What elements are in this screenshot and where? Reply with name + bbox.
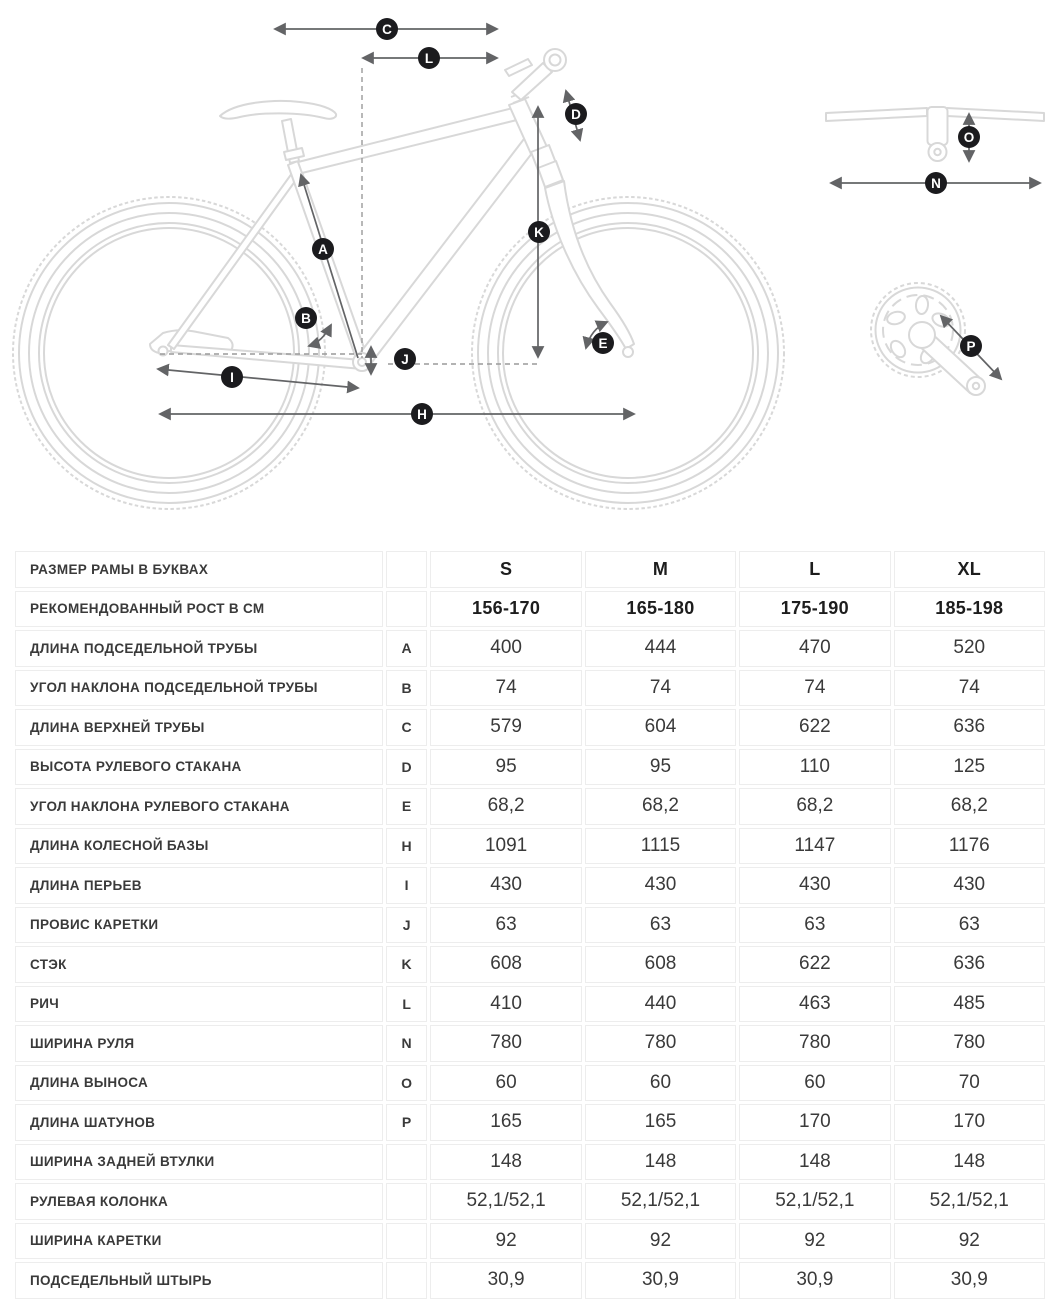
row-value: 636 (894, 946, 1045, 983)
row-value: 780 (585, 1025, 736, 1062)
stem-clamp (928, 107, 948, 145)
row-value: 170 (894, 1104, 1045, 1141)
row-value: 1147 (739, 828, 890, 865)
row-value: 780 (430, 1025, 581, 1062)
geometry-table (12, 548, 1048, 1302)
row-value: M (585, 551, 736, 588)
row-label: ПРОВИС КАРЕТКИ (15, 907, 383, 944)
svg-text:B: B (301, 310, 311, 326)
row-letter (386, 1223, 428, 1260)
row-value: 63 (585, 907, 736, 944)
row-letter: J (386, 907, 428, 944)
row-letter: I (386, 867, 428, 904)
row-value: 175-190 (739, 591, 890, 628)
row-letter: B (386, 670, 428, 707)
geometry-table-section (12, 548, 1048, 1302)
row-letter: N (386, 1025, 428, 1062)
label-d-marker (565, 103, 587, 125)
table-row (15, 591, 1045, 628)
row-label: ШИРИНА ЗАДНЕЙ ВТУЛКИ (15, 1144, 383, 1181)
pedal-boss (967, 377, 985, 395)
row-value: 70 (894, 1065, 1045, 1102)
table-row (15, 1262, 1045, 1299)
table-row (15, 1065, 1045, 1102)
row-value: 410 (430, 986, 581, 1023)
bottom-bracket (353, 353, 371, 371)
stem-bolt (929, 143, 947, 161)
fork-blade (545, 181, 634, 349)
svg-text:H: H (417, 406, 427, 422)
row-value: 440 (585, 986, 736, 1023)
svg-text:C: C (382, 21, 392, 37)
handlebar-top-view (826, 107, 1044, 161)
table-row (15, 986, 1045, 1023)
label-a-marker (312, 238, 334, 260)
bike-side-view (13, 49, 784, 509)
row-value: 579 (430, 709, 581, 746)
row-label: ДЛИНА ПЕРЬЕВ (15, 867, 383, 904)
row-value: 68,2 (430, 788, 581, 825)
label-b-marker (295, 307, 317, 329)
handlebar-grip (544, 49, 566, 71)
table-row (15, 1144, 1045, 1181)
table-row (15, 946, 1045, 983)
row-value: 92 (894, 1223, 1045, 1260)
label-k-marker (528, 221, 550, 243)
row-label: ДЛИНА ШАТУНОВ (15, 1104, 383, 1141)
svg-text:E: E (598, 335, 608, 351)
label-n-marker (925, 172, 947, 194)
row-label: РЕКОМЕНДОВАННЫЙ РОСТ В СМ (15, 591, 383, 628)
row-value: 148 (739, 1144, 890, 1181)
row-value: 68,2 (894, 788, 1045, 825)
row-letter: H (386, 828, 428, 865)
row-value: 74 (739, 670, 890, 707)
down-tube (360, 135, 539, 362)
row-value: 400 (430, 630, 581, 667)
row-value: 68,2 (739, 788, 890, 825)
front-axle (623, 347, 633, 357)
table-row (15, 1223, 1045, 1260)
row-value: 148 (430, 1144, 581, 1181)
row-value: 52,1/52,1 (430, 1183, 581, 1220)
row-value: 1176 (894, 828, 1045, 865)
row-value: 30,9 (430, 1262, 581, 1299)
row-value: 485 (894, 986, 1045, 1023)
label-c-marker (376, 18, 398, 40)
row-label: ШИРИНА РУЛЯ (15, 1025, 383, 1062)
brake-lever (505, 59, 532, 76)
table-row (15, 867, 1045, 904)
row-value: 622 (739, 709, 890, 746)
row-value: 95 (585, 749, 736, 786)
label-j-marker (394, 348, 416, 370)
row-value: 430 (430, 867, 581, 904)
bike-diagram-svg (0, 0, 1058, 545)
row-label: УГОЛ НАКЛОНА РУЛЕВОГО СТАКАНА (15, 788, 383, 825)
row-value: 125 (894, 749, 1045, 786)
row-value: L (739, 551, 890, 588)
table-row (15, 828, 1045, 865)
row-value: 520 (894, 630, 1045, 667)
svg-text:D: D (571, 106, 581, 122)
row-value: 148 (585, 1144, 736, 1181)
row-letter (386, 1183, 428, 1220)
label-l-marker (418, 47, 440, 69)
dim-arrow-i (158, 369, 358, 388)
row-value: 430 (894, 867, 1045, 904)
row-value: 430 (585, 867, 736, 904)
row-value: 636 (894, 709, 1045, 746)
svg-text:J: J (401, 351, 409, 367)
row-value: 52,1/52,1 (739, 1183, 890, 1220)
row-value: 92 (585, 1223, 736, 1260)
row-value: 780 (894, 1025, 1045, 1062)
table-row (15, 1104, 1045, 1141)
row-value: 1115 (585, 828, 736, 865)
row-label: ДЛИНА КОЛЕСНОЙ БАЗЫ (15, 828, 383, 865)
saddle (220, 101, 336, 119)
row-letter: K (386, 946, 428, 983)
row-label: ДЛИНА ПОДСЕДЕЛЬНОЙ ТРУБЫ (15, 630, 383, 667)
table-row (15, 749, 1045, 786)
row-letter: E (386, 788, 428, 825)
row-value: 165 (585, 1104, 736, 1141)
label-o-marker (958, 126, 980, 148)
row-value: 63 (430, 907, 581, 944)
row-value: 60 (585, 1065, 736, 1102)
row-label: ВЫСОТА РУЛЕВОГО СТАКАНА (15, 749, 383, 786)
row-value: 165 (430, 1104, 581, 1141)
row-letter (386, 551, 428, 588)
table-row (15, 1025, 1045, 1062)
row-value: 604 (585, 709, 736, 746)
label-h-marker (411, 403, 433, 425)
row-letter (386, 591, 428, 628)
table-row (15, 788, 1045, 825)
row-letter: D (386, 749, 428, 786)
row-value: 444 (585, 630, 736, 667)
head-tube (509, 99, 547, 154)
bike-geometry-diagram (0, 0, 1058, 545)
row-value: 430 (739, 867, 890, 904)
label-i-marker (221, 366, 243, 388)
row-value: XL (894, 551, 1045, 588)
table-row (15, 709, 1045, 746)
table-row (15, 551, 1045, 588)
row-value: 92 (739, 1223, 890, 1260)
chainstay (171, 345, 362, 369)
row-letter: L (386, 986, 428, 1023)
svg-text:K: K (534, 224, 544, 240)
row-value: 110 (739, 749, 890, 786)
row-value: 470 (739, 630, 890, 667)
row-value: 30,9 (894, 1262, 1045, 1299)
table-row (15, 1183, 1045, 1220)
row-letter: C (386, 709, 428, 746)
svg-text:P: P (966, 338, 976, 354)
svg-text:N: N (931, 175, 941, 191)
handlebar-left-wing (826, 108, 927, 121)
row-value: 60 (739, 1065, 890, 1102)
dim-arc-b (309, 325, 331, 346)
row-value: 63 (739, 907, 890, 944)
row-value: 148 (894, 1144, 1045, 1181)
table-row (15, 907, 1045, 944)
row-label: СТЭК (15, 946, 383, 983)
row-value: S (430, 551, 581, 588)
row-label: ДЛИНА ВЫНОСА (15, 1065, 383, 1102)
table-row (15, 670, 1045, 707)
row-value: 165-180 (585, 591, 736, 628)
table-row (15, 630, 1045, 667)
row-value: 608 (430, 946, 581, 983)
row-value: 463 (739, 986, 890, 1023)
row-label: РАЗМЕР РАМЫ В БУКВАХ (15, 551, 383, 588)
svg-text:I: I (230, 369, 234, 385)
row-label: РУЛЕВАЯ КОЛОНКА (15, 1183, 383, 1220)
row-label: ПОДСЕДЕЛЬНЫЙ ШТЫРЬ (15, 1262, 383, 1299)
row-letter: A (386, 630, 428, 667)
row-value: 60 (430, 1065, 581, 1102)
row-value: 608 (585, 946, 736, 983)
crank-spindle (909, 322, 935, 348)
row-value: 780 (739, 1025, 890, 1062)
label-e-marker (592, 332, 614, 354)
row-label: РИЧ (15, 986, 383, 1023)
row-letter: P (386, 1104, 428, 1141)
row-letter: O (386, 1065, 428, 1102)
svg-text:L: L (424, 50, 434, 66)
row-letter (386, 1262, 428, 1299)
row-label: УГОЛ НАКЛОНА ПОДСЕДЕЛЬНОЙ ТРУБЫ (15, 670, 383, 707)
row-value: 63 (894, 907, 1045, 944)
row-value: 622 (739, 946, 890, 983)
svg-text:A: A (318, 241, 328, 257)
row-value: 170 (739, 1104, 890, 1141)
row-value: 30,9 (585, 1262, 736, 1299)
dim-arrow-a (301, 175, 358, 358)
row-value: 52,1/52,1 (585, 1183, 736, 1220)
row-value: 74 (430, 670, 581, 707)
row-value: 30,9 (739, 1262, 890, 1299)
row-label: ШИРИНА КАРЕТКИ (15, 1223, 383, 1260)
row-value: 95 (430, 749, 581, 786)
label-p-marker (960, 335, 982, 357)
svg-text:O: O (963, 129, 975, 145)
row-value: 74 (894, 670, 1045, 707)
row-value: 92 (430, 1223, 581, 1260)
row-value: 74 (585, 670, 736, 707)
row-value: 156-170 (430, 591, 581, 628)
handlebar-right-wing (947, 108, 1044, 121)
row-value: 185-198 (894, 591, 1045, 628)
row-letter (386, 1144, 428, 1181)
row-value: 68,2 (585, 788, 736, 825)
row-label: ДЛИНА ВЕРХНЕЙ ТРУБЫ (15, 709, 383, 746)
row-value: 1091 (430, 828, 581, 865)
seatstay (168, 169, 301, 349)
row-value: 52,1/52,1 (894, 1183, 1045, 1220)
